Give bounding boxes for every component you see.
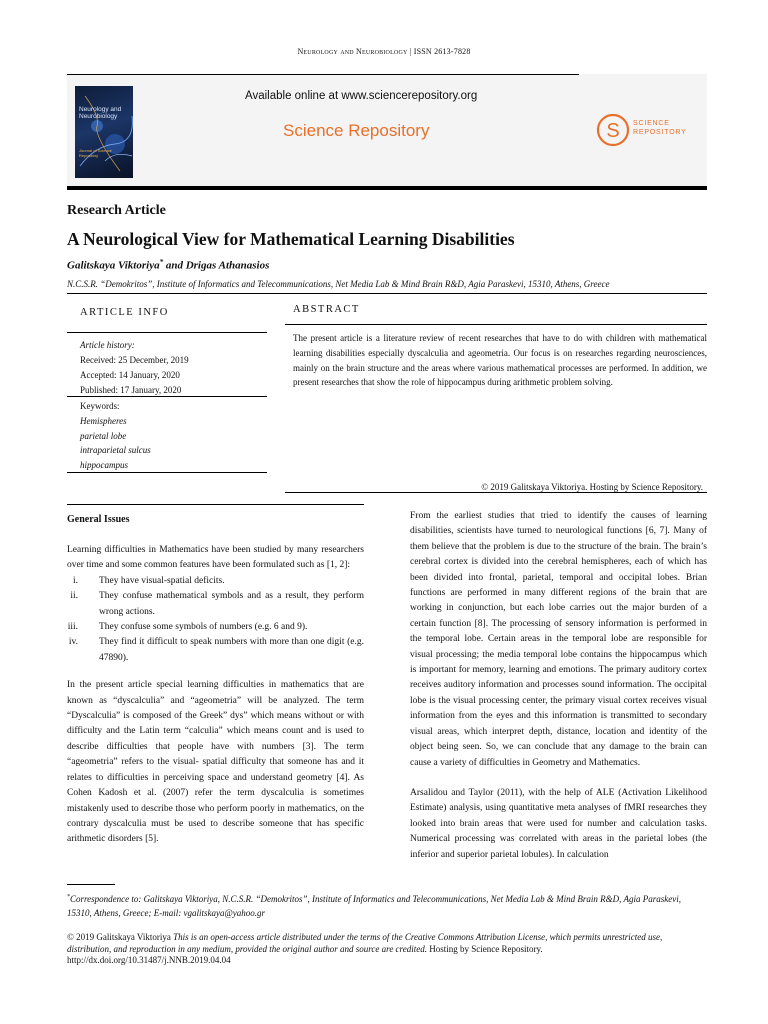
affiliation: N.C.S.R. “Demokritos”, Institute of Informatics and Telecommunications, Net Media Lab & Mind Brain R&D, Agia Paraskevi, 15310, Athens, Greece xyxy=(67,279,610,289)
history-label: Article history: xyxy=(80,340,135,350)
received-date: Received: 25 December, 2019 xyxy=(80,355,189,365)
abstract-copyright: © 2019 Galitskaya Viktoriya. Hosting by Science Repository. xyxy=(481,482,703,492)
section-heading: General Issues xyxy=(67,514,130,525)
list-text: They confuse some symbols of numbers (e.g. 6 and 9). xyxy=(99,622,308,633)
list-number: iii. xyxy=(67,622,78,633)
article-history xyxy=(80,338,189,398)
divider xyxy=(67,504,364,505)
abstract-text: The present article is a literature review of recent researches that have to do with children with mathematical learning disabilities especially dyscalculia and ageometria. Our focus is on researches regarding neurosciences, mainly on the brain structure and the areas where various mathematical processes are performed. In addition, we present researches that show the role of hippocampus during arithmetic problem solving. xyxy=(293,333,707,388)
divider xyxy=(285,324,707,325)
logo-text-repository: REPOSITORY xyxy=(633,129,687,136)
list-item xyxy=(67,574,364,589)
keywords-label: Keywords: xyxy=(80,401,120,411)
article-title: A Neurological View for Mathematical Learning Disabilities xyxy=(67,229,515,249)
logo-text-science: SCIENCE xyxy=(633,120,670,127)
doi-link[interactable]: http://dx.doi.org/10.31487/j.NNB.2019.04.04 xyxy=(67,955,231,965)
divider xyxy=(67,293,707,294)
divider xyxy=(67,396,267,397)
article-info-heading: ARTICLE INFO xyxy=(80,307,169,318)
license-suffix: Hosting by Science Repository. xyxy=(426,943,543,954)
keyword: hippocampus xyxy=(80,460,128,471)
keyword: intraparietal sulcus xyxy=(80,445,151,456)
publisher-name: Science Repository xyxy=(283,121,430,140)
list-number: iv. xyxy=(68,637,78,648)
body-column-right xyxy=(410,509,707,863)
accepted-date: Accepted: 14 January, 2020 xyxy=(80,370,180,380)
keyword: parietal lobe xyxy=(80,430,127,441)
svg-text:S: S xyxy=(606,120,620,142)
license-text: This is an open-access article distributed under the terms of the Creative Commons Attribution License, which permits unrestricted use, distribution, and reproduction in any medium, provided the original author and source are credited. xyxy=(67,932,663,954)
journal-cover-image xyxy=(75,86,133,178)
cover-title: Neurology and Neurobiology xyxy=(79,106,122,120)
correspondence-footnote xyxy=(67,890,707,920)
license-block xyxy=(67,932,707,967)
logo-s-icon xyxy=(595,111,635,151)
footnote-mark: * xyxy=(67,894,70,900)
list-text: They confuse mathematical symbols and as a result, they perform wrong actions. xyxy=(99,591,364,617)
list-text: They have visual-spatial deficits. xyxy=(99,575,225,586)
list-number: i. xyxy=(72,575,78,586)
available-online-text[interactable]: Available online at www.sciencerepository.org xyxy=(245,90,478,102)
list-item xyxy=(67,589,364,620)
features-list xyxy=(67,574,364,666)
author-mark: * xyxy=(159,258,164,266)
keyword: Hemispheres xyxy=(80,415,127,426)
cover-subtitle: Journal of Science Repository xyxy=(79,148,112,158)
footnote-divider xyxy=(67,884,115,885)
body-paragraph: In the present article special learning difficulties in mathematics that are known as “dyscalculia” and “ageometria” will be analyzed. The term “Dyscalculia” is composed of the Greek” dys” which means without or with difficulty and the Latin term “calculia” which means count and is used to describe difficulties that people have with numbers [3]. The term “ageometria” refers to the visual- spatial difficulty that someone has and it relates to difficulties in perceiving space and understand geometry [4]. As Cohen Kadosh et al. (2007) refer the term dyscalculia is sometimes mistakenly used to describe those who perform poorly in mathematics, on the contrary dyscalculia must be used to describe someone that has specific arithmetic disorders [5]. xyxy=(67,680,364,845)
neuron-illustration xyxy=(75,86,133,178)
journal-line: Neurology and Neurobiology | ISSN 2613-7828 xyxy=(297,47,471,56)
thick-divider xyxy=(67,186,707,190)
divider xyxy=(67,74,579,75)
list-number: ii. xyxy=(70,591,78,602)
published-date: Published: 17 January, 2020 xyxy=(80,385,182,395)
license-prefix: © 2019 Galitskaya Viktoriya xyxy=(67,932,174,942)
author-first: Galitskaya Viktoriya xyxy=(67,259,160,272)
divider xyxy=(67,472,267,473)
divider xyxy=(67,332,267,333)
article-type: Research Article xyxy=(67,203,166,218)
science-repository-logo xyxy=(595,111,695,151)
abstract-heading: ABSTRACT xyxy=(293,304,360,315)
body-paragraph: Arsalidou and Taylor (2011), with the help of ALE (Activation Likelihood Estimate) analysis, using quantitative meta analyses of fMRI researches they looked into brain areas that were used for number and calculation tasks. Numerical processing was correlated with areas in the parietal lobes (the inferior and superior parietal lobules). In calculation xyxy=(410,787,707,860)
footnote-text: Correspondence to: Galitskaya Viktoriya, N.C.S.R. “Demokritos”, Institute of Informatics and Telecommunications, Net Media Lab & Mind Brain R&D, Agia Paraskevi, 15310, Athens, Greece; E-mail: vgalitskaya@yahoo.gr xyxy=(67,894,681,918)
author-rest: and Drigas Athanasios xyxy=(163,259,270,272)
list-text: They find it difficult to speak numbers with more than one digit (e.g. 47890). xyxy=(99,637,364,663)
intro-paragraph: Learning difficulties in Mathematics have been studied by many researchers over time and some common features have been formulated such as [1, 2]: xyxy=(67,545,364,571)
body-column-left xyxy=(67,543,364,848)
divider xyxy=(285,492,707,493)
body-paragraph: From the earliest studies that tried to identify the causes of learning disabilities, scientists have turned to neurological functions [6, 7]. Many of them believe that the problem is due to the structure of the brain. The brain’s cerebral cortex is divided into the cerebral hemispheres, each of which has been divided into frontal, parietal, temporal and occipital lobes. Brian functions are performed in many different regions of the brain that are working in conjunction, but each lobe carries out the major burden of a certain function [8]. The processing of sensory information is performed in the temporal lobe. Certain areas in the temporal lobe are responsible for visual processing; the media temporal lobe contains the hippocampus which is important for memory, learning and emotions. The primary auditory cortex receives auditory information and processes sound information. The occipital lobe is the visual processing center, the primary visual cortex receives visual information from the eyes and this information is transmitted to secondary visual areas, which interpret depth, distance, location and identity of the object being seen. So, we can conclude that any damage to the brain can cause a variety of difficulties in Geometry and Mathematics. xyxy=(410,511,707,768)
authors xyxy=(67,258,269,272)
list-item xyxy=(67,620,364,635)
list-item xyxy=(67,635,364,666)
keywords xyxy=(80,399,151,473)
